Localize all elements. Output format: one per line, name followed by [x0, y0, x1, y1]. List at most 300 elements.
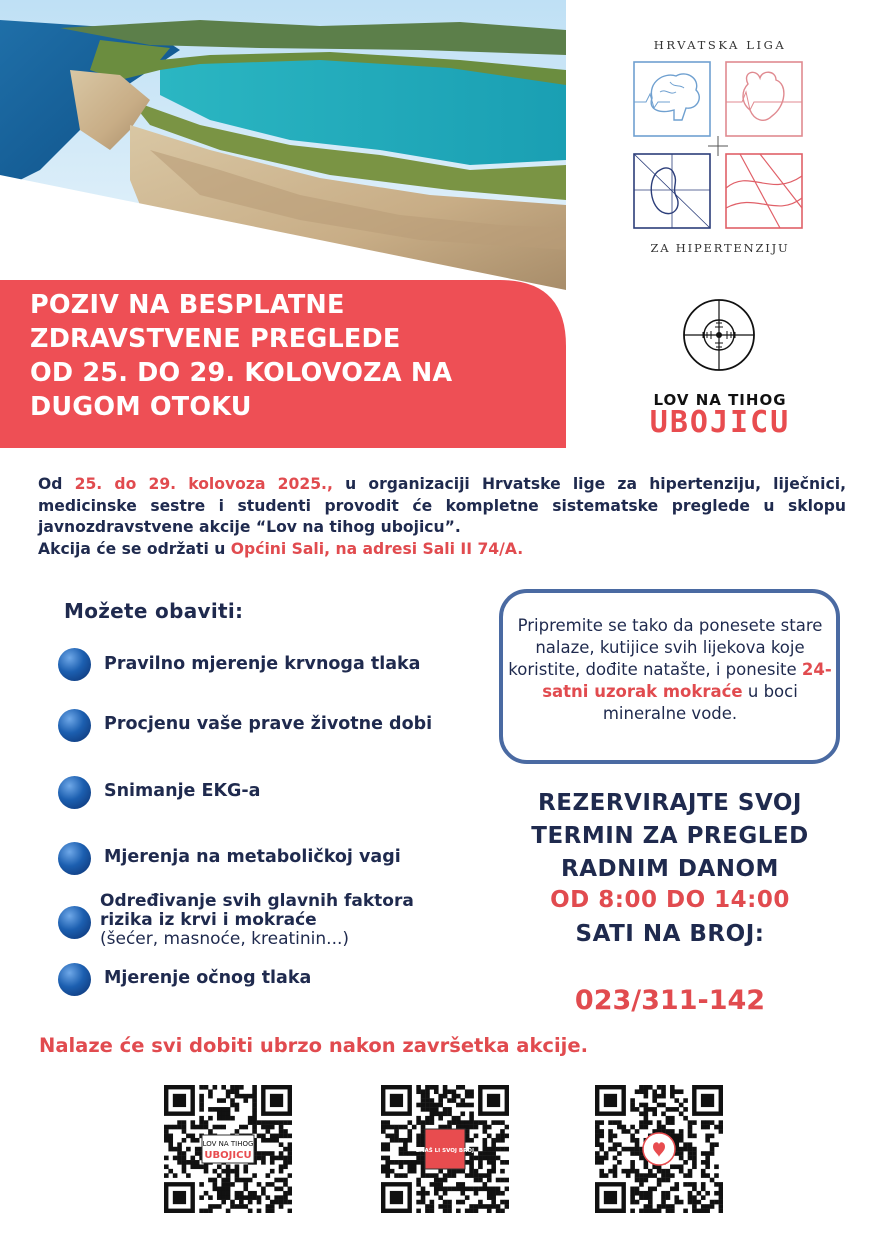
qr-module: [674, 1182, 679, 1187]
qr-module: [465, 1187, 470, 1192]
qr-module: [500, 1200, 505, 1205]
qr-module: [243, 1164, 248, 1169]
title-line-1: POZIV NA BESPLATNE: [30, 290, 345, 320]
qr-module: [186, 1160, 191, 1165]
qr-module: [385, 1134, 390, 1139]
qr-module: [274, 1138, 279, 1143]
qr-module: [177, 1125, 182, 1130]
qr-module: [679, 1129, 684, 1134]
qr-module: [199, 1098, 204, 1103]
qr-module: [714, 1142, 719, 1147]
qr-module: [661, 1173, 666, 1178]
qr-module: [474, 1187, 479, 1192]
qr-module: [674, 1200, 679, 1205]
qr-module: [252, 1089, 257, 1094]
qr-module: [639, 1209, 644, 1213]
qr-module: [226, 1094, 231, 1099]
qr-module: [644, 1125, 649, 1130]
qr-module: [403, 1151, 408, 1156]
qr-code-league[interactable]: [595, 1085, 723, 1213]
qr-module: [261, 1191, 266, 1196]
qr-module: [483, 1147, 488, 1152]
qr-module: [217, 1187, 222, 1192]
qr-module: [416, 1191, 421, 1196]
qr-module: [283, 1191, 288, 1196]
qr-module: [630, 1195, 635, 1200]
qr-module: [182, 1125, 187, 1130]
qr-module: [226, 1089, 231, 1094]
qr-finder-pattern: [390, 1094, 403, 1107]
qr-module: [692, 1160, 697, 1165]
qr-module: [283, 1120, 288, 1125]
qr-module: [608, 1129, 613, 1134]
qr-module: [279, 1125, 284, 1130]
qr-module: [208, 1116, 213, 1121]
qr-module: [491, 1151, 496, 1156]
qr-module: [652, 1187, 657, 1192]
qr-module: [221, 1187, 226, 1192]
qr-module: [399, 1160, 404, 1165]
qr-module: [279, 1195, 284, 1200]
qr-module: [483, 1173, 488, 1178]
qr-module: [252, 1111, 257, 1116]
qr-module: [257, 1120, 262, 1125]
qr-module: [425, 1085, 430, 1090]
qr-module: [705, 1156, 710, 1161]
qr-module: [599, 1120, 604, 1125]
qr-module: [425, 1204, 430, 1209]
qr-module: [487, 1169, 492, 1174]
qr-module: [500, 1129, 505, 1134]
qr-module: [460, 1169, 465, 1174]
qr-module: [595, 1142, 600, 1147]
qr-module: [613, 1169, 618, 1174]
qr-module: [261, 1187, 266, 1192]
qr-module: [460, 1182, 465, 1187]
qr-module: [491, 1156, 496, 1161]
qr-module: [666, 1209, 671, 1213]
qr-module: [217, 1116, 222, 1121]
qr-module: [217, 1164, 222, 1169]
qr-module: [710, 1120, 715, 1125]
qr-finder-pattern: [487, 1094, 500, 1107]
qr-module: [474, 1209, 479, 1213]
qr-module: [226, 1182, 231, 1187]
qr-module: [697, 1200, 702, 1205]
qr-module: [283, 1147, 288, 1152]
qr-module: [469, 1094, 474, 1099]
qr-module: [416, 1182, 421, 1187]
qr-module: [688, 1195, 693, 1200]
qr-module: [182, 1129, 187, 1134]
qr-module: [182, 1151, 187, 1156]
qr-module: [257, 1200, 262, 1205]
qr-module: [674, 1107, 679, 1112]
event-location: Općini Sali, na adresi Sali II 74/A.: [230, 539, 524, 558]
qr-module: [639, 1125, 644, 1130]
qr-module: [692, 1200, 697, 1205]
qr-module: [496, 1187, 501, 1192]
event-dates: 25. do 29. kolovoza 2025.,: [74, 475, 333, 493]
qr-module: [692, 1204, 697, 1209]
qr-module: [403, 1138, 408, 1143]
qr-module: [661, 1085, 666, 1090]
qr-module: [430, 1103, 435, 1108]
qr-module: [679, 1156, 684, 1161]
qr-module: [452, 1098, 457, 1103]
qr-module: [710, 1134, 715, 1139]
qr-module: [496, 1191, 501, 1196]
qr-module: [469, 1089, 474, 1094]
qr-module: [469, 1187, 474, 1192]
qr-module: [505, 1147, 509, 1152]
qr-module: [505, 1200, 509, 1205]
bullet-icon: [58, 906, 91, 939]
qr-module: [425, 1191, 430, 1196]
qr-module: [385, 1169, 390, 1174]
qr-module: [430, 1107, 435, 1112]
qr-module: [652, 1098, 657, 1103]
qr-module: [635, 1187, 640, 1192]
qr-module: [604, 1151, 609, 1156]
qr-module: [421, 1191, 426, 1196]
qr-module: [639, 1120, 644, 1125]
qr-module: [283, 1129, 288, 1134]
qr-module: [710, 1151, 715, 1156]
qr-module: [252, 1173, 257, 1178]
qr-module: [630, 1125, 635, 1130]
qr-module: [635, 1200, 640, 1205]
qr-module: [221, 1111, 226, 1116]
qr-module: [478, 1156, 483, 1161]
qr-module: [221, 1169, 226, 1174]
qr-module: [595, 1120, 600, 1125]
qr-module: [226, 1111, 231, 1116]
qr-module: [266, 1209, 271, 1213]
service-item-line: Određivanje svih glavnih faktora: [100, 891, 414, 911]
qr-module: [648, 1195, 653, 1200]
qr-module: [230, 1182, 235, 1187]
qr-module: [599, 1160, 604, 1165]
qr-module: [288, 1142, 292, 1147]
qr-module: [390, 1160, 395, 1165]
qr-module: [425, 1098, 430, 1103]
qr-module: [460, 1187, 465, 1192]
qr-module: [688, 1120, 693, 1125]
qr-module: [416, 1120, 421, 1125]
qr-module: [447, 1204, 452, 1209]
qr-module: [701, 1209, 706, 1213]
qr-module: [599, 1142, 604, 1147]
qr-module: [465, 1089, 470, 1094]
qr-module: [226, 1191, 231, 1196]
qr-module: [465, 1138, 470, 1143]
qr-module: [456, 1187, 461, 1192]
qr-module: [190, 1138, 195, 1143]
qr-module: [430, 1173, 435, 1178]
qr-module: [657, 1094, 662, 1099]
qr-module: [248, 1191, 253, 1196]
qr-module: [719, 1182, 723, 1187]
qr-module: [412, 1164, 417, 1169]
qr-module: [674, 1098, 679, 1103]
qr-module: [483, 1129, 488, 1134]
qr-module: [496, 1156, 501, 1161]
qr-module: [657, 1204, 662, 1209]
qr-module: [688, 1156, 693, 1161]
qr-module: [177, 1142, 182, 1147]
qr-module: [235, 1191, 240, 1196]
qr-module: [248, 1178, 253, 1183]
qr-module: [478, 1151, 483, 1156]
qr-module: [460, 1111, 465, 1116]
qr-module: [652, 1107, 657, 1112]
qr-module: [500, 1169, 505, 1174]
qr-module: [425, 1094, 430, 1099]
qr-module: [252, 1085, 257, 1090]
qr-module: [692, 1134, 697, 1139]
qr-module: [608, 1120, 613, 1125]
qr-module: [288, 1209, 292, 1213]
qr-module: [177, 1120, 182, 1125]
qr-module: [648, 1120, 653, 1125]
qr-module: [469, 1103, 474, 1108]
qr-module: [688, 1142, 693, 1147]
qr-module: [261, 1156, 266, 1161]
qr-module: [288, 1173, 292, 1178]
qr-module: [630, 1098, 635, 1103]
qr-module: [644, 1204, 649, 1209]
qr-module: [381, 1147, 386, 1152]
qr-module: [252, 1116, 257, 1121]
bullet-icon: [58, 963, 91, 996]
qr-module: [661, 1094, 666, 1099]
qr-module: [496, 1147, 501, 1152]
qr-module: [394, 1125, 399, 1130]
qr-module: [630, 1200, 635, 1205]
qr-module: [670, 1094, 675, 1099]
qr-module: [452, 1120, 457, 1125]
qr-module: [487, 1209, 492, 1213]
qr-module: [443, 1094, 448, 1099]
qr-module: [491, 1169, 496, 1174]
qr-module: [657, 1169, 662, 1174]
qr-module: [416, 1089, 421, 1094]
title-line-4: DUGOM OTOKU: [30, 392, 252, 422]
qr-module: [416, 1209, 421, 1213]
qr-module: [697, 1191, 702, 1196]
qr-module: [666, 1129, 671, 1134]
qr-module: [679, 1134, 684, 1139]
qr-module: [204, 1191, 209, 1196]
qr-module: [283, 1182, 288, 1187]
qr-module: [469, 1160, 474, 1165]
qr-module: [657, 1085, 662, 1090]
qr-module: [208, 1107, 213, 1112]
qr-module: [701, 1182, 706, 1187]
qr-module: [487, 1151, 492, 1156]
qr-module: [456, 1085, 461, 1090]
campaign-name-line-2: UBOJICU: [649, 405, 791, 440]
qr-module: [719, 1209, 723, 1213]
qr-module: [496, 1204, 501, 1209]
qr-module: [412, 1125, 417, 1130]
qr-code-campaign[interactable]: [164, 1085, 292, 1213]
qr-module: [279, 1187, 284, 1192]
qr-module: [164, 1125, 169, 1130]
qr-module: [679, 1111, 684, 1116]
qr-module: [261, 1151, 266, 1156]
qr-module: [644, 1178, 649, 1183]
qr-module: [430, 1182, 435, 1187]
qr-module: [674, 1187, 679, 1192]
qr-module: [705, 1191, 710, 1196]
qr-module: [692, 1147, 697, 1152]
qr-module: [683, 1147, 688, 1152]
qr-module: [635, 1129, 640, 1134]
qr-module: [283, 1195, 288, 1200]
qr-module: [274, 1134, 279, 1139]
phone-number[interactable]: 023/311-142: [574, 985, 766, 1016]
qr-module: [626, 1129, 631, 1134]
qr-module: [705, 1160, 710, 1165]
qr-module: [434, 1191, 439, 1196]
qr-module: [487, 1134, 492, 1139]
qr-module: [288, 1160, 292, 1165]
qr-module: [434, 1111, 439, 1116]
qr-module: [177, 1151, 182, 1156]
qr-module: [630, 1134, 635, 1139]
qr-module: [630, 1160, 635, 1165]
qr-module: [421, 1187, 426, 1192]
qr-module: [679, 1200, 684, 1205]
qr-module: [434, 1103, 439, 1108]
qr-module: [416, 1134, 421, 1139]
qr-module: [195, 1151, 200, 1156]
qr-module: [248, 1116, 253, 1121]
qr-module: [204, 1085, 209, 1090]
qr-module: [630, 1209, 635, 1213]
qr-module: [199, 1085, 204, 1090]
bullet-icon: [58, 842, 91, 875]
qr-module: [452, 1094, 457, 1099]
qr-module: [288, 1200, 292, 1205]
qr-module: [487, 1160, 492, 1165]
qr-module: [679, 1169, 684, 1174]
qr-module: [182, 1120, 187, 1125]
service-item: Mjerenja na metaboličkoj vagi: [104, 847, 401, 867]
qr-module: [257, 1209, 262, 1213]
qr-module: [403, 1160, 408, 1165]
qr-module: [635, 1191, 640, 1196]
qr-module: [505, 1160, 509, 1165]
qr-module: [599, 1173, 604, 1178]
qr-module: [416, 1138, 421, 1143]
qr-module: [257, 1182, 262, 1187]
qr-module: [182, 1169, 187, 1174]
qr-module: [674, 1089, 679, 1094]
qr-module: [425, 1173, 430, 1178]
qr-module: [199, 1182, 204, 1187]
qr-module: [416, 1156, 421, 1161]
qr-module: [657, 1209, 662, 1213]
qr-module: [621, 1129, 626, 1134]
qr-module: [644, 1111, 649, 1116]
qr-module: [425, 1107, 430, 1112]
qr-module: [164, 1138, 169, 1143]
qr-module: [399, 1147, 404, 1152]
qr-module: [644, 1103, 649, 1108]
qr-module: [447, 1200, 452, 1205]
qr-module: [403, 1142, 408, 1147]
qr-module: [270, 1120, 275, 1125]
qr-module: [644, 1173, 649, 1178]
qr-module: [595, 1125, 600, 1130]
qr-module: [190, 1156, 195, 1161]
qr-module: [430, 1116, 435, 1121]
qr-module: [661, 1125, 666, 1130]
qr-module: [456, 1116, 461, 1121]
qr-module: [199, 1094, 204, 1099]
qr-module: [487, 1195, 492, 1200]
qr-module: [604, 1156, 609, 1161]
qr-module: [221, 1178, 226, 1183]
qr-module: [204, 1169, 209, 1174]
qr-module: [630, 1169, 635, 1174]
qr-module: [394, 1134, 399, 1139]
qr-module: [469, 1209, 474, 1213]
qr-module: [421, 1094, 426, 1099]
qr-module: [447, 1098, 452, 1103]
qr-module: [613, 1147, 618, 1152]
qr-module: [630, 1138, 635, 1143]
qr-module: [270, 1138, 275, 1143]
qr-module: [599, 1156, 604, 1161]
qr-module: [639, 1103, 644, 1108]
qr-module: [652, 1089, 657, 1094]
qr-module: [252, 1129, 257, 1134]
qr-module: [243, 1187, 248, 1192]
qr-module: [213, 1085, 218, 1090]
qr-module: [719, 1200, 723, 1205]
qr-module: [438, 1103, 443, 1108]
qr-module: [226, 1116, 231, 1121]
qr-module: [674, 1195, 679, 1200]
qr-center-label: LOV NA TIHOG: [202, 1140, 254, 1148]
qr-code-know-your-number[interactable]: [381, 1085, 509, 1213]
qr-module: [469, 1120, 474, 1125]
qr-module: [443, 1187, 448, 1192]
qr-module: [235, 1164, 240, 1169]
qr-module: [613, 1156, 618, 1161]
qr-module: [500, 1160, 505, 1165]
qr-module: [630, 1151, 635, 1156]
qr-module: [195, 1147, 200, 1152]
qr-module: [478, 1173, 483, 1178]
qr-module: [474, 1169, 479, 1174]
qr-module: [469, 1116, 474, 1121]
qr-module: [430, 1200, 435, 1205]
qr-module: [679, 1089, 684, 1094]
qr-module: [608, 1134, 613, 1139]
qr-module: [186, 1147, 191, 1152]
qr-module: [266, 1129, 271, 1134]
qr-module: [243, 1169, 248, 1174]
qr-module: [456, 1182, 461, 1187]
qr-module: [235, 1195, 240, 1200]
reservation-hours: OD 8:00 DO 14:00: [550, 887, 790, 913]
qr-module: [266, 1182, 271, 1187]
